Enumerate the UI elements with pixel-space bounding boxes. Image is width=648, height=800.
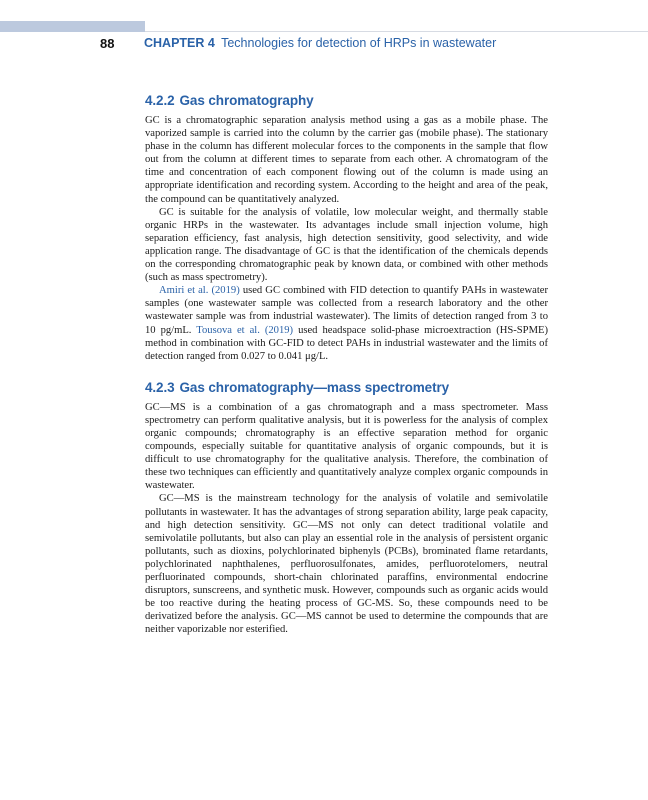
citation-link[interactable]: Amiri et al. (2019)	[159, 285, 240, 297]
section-number: 4.2.3	[145, 379, 175, 395]
citation-link[interactable]: Tousova et al. (2019)	[196, 324, 294, 336]
running-header	[0, 35, 648, 53]
paragraph: GC—MS is a combination of a gas chromatograph and a mass spectrometer. Mass spectrometry can perform qualitative analysis, but it is powerless for the analysis of complex organic compounds; chromatography is an effective separation method for organic compounds, especially suitable for quantitative analysis of organic compounds, but it is difficult to use chromatography for the qualitative analysis. Therefore, the combination of these two techniques can efficiently and quantitatively analyze complex organic compounds in wastewater.	[145, 401, 548, 492]
section-heading-4-2-3	[145, 380, 548, 395]
paragraph: GC is suitable for the analysis of volatile, low molecular weight, and thermally stable organic HRPs in the wastewater. Its advantages include small injection volume, high separation efficiency, fast analysis, high detection sensitivity, good selectivity, and wide application range. The disadvantage of GC is that the identification of the chemicals depends on the corresponding chromatographic peak by known data, or combined with other methods (such as mass spectrometry).	[145, 206, 548, 284]
section-title: Gas chromatography—mass spectrometry	[179, 379, 450, 395]
paragraph: GC is a chromatographic separation analysis method using a gas as a mobile phase. The vaporized sample is carried into the column by the carrier gas (mobile phase). The stationary phase in the column has different molecular forces to the components in the sample that flow out from the column at different times to separate from each other. A chromatogram of the time and concentration of each component flowing out of the column is made using an appropriate identification and recording system. According to the height and area of the peak, the compound can be quantitatively analyzed.	[145, 115, 548, 205]
page-number: 88	[100, 36, 115, 51]
chapter-label: CHAPTER 4	[144, 36, 215, 50]
page-body	[145, 93, 548, 636]
chapter-title: Technologies for detection of HRPs in wastewater	[221, 36, 497, 50]
section-number: 4.2.2	[145, 93, 175, 108]
paragraph-text: used GC combined with FID detection to quantify PAHs in wastewater samples (one wastewater sample was collected from a research laboratory and the other wastewater sample was from industrial wastewater). The limits of detection ranged from 3 to 10 pg/mL.	[145, 285, 549, 336]
header-rule	[145, 31, 648, 32]
paragraph-text: used headspace solid-phase microextraction (HS-SPME) method in combination with GC-FID to detect PAHs in industrial wastewater and the limits of detection ranged from 0.027 to 0.041 μg/L.	[145, 324, 548, 362]
section-heading-4-2-2	[145, 93, 548, 108]
paragraph: GC—MS is the mainstream technology for the analysis of volatile and semivolatile pollutants in wastewater. It has the advantages of strong separation ability, large peak capacity, and high detection sensitivity. GC—MS not only can detect traditional volatile and semivolatile pollutants, but also can play an essential role in the analysis of persistent organic pollutants, such as dioxins, polychlorinated biphenyls (PCBs), brominated flame retardants, polychlorinated naphthalenes, perfluorosulfonates, amides, perfluorotelomers, neutral perfluorinated compounds, short-chain chlorinated paraffins, environmental endocrine disruptors, sunscreens, and synthetic musk. However, compounds such as organic acids would be too reactive during the heating process of GC-MS. So, these compounds need to be derivatized before the analysis. GC—MS cannot be used to determine the compounds that are neither vaporizable nor esterified.	[145, 493, 548, 636]
section-title: Gas chromatography	[179, 93, 314, 108]
running-title	[144, 36, 496, 50]
paragraph	[145, 284, 548, 363]
header-accent-bar	[0, 21, 145, 32]
